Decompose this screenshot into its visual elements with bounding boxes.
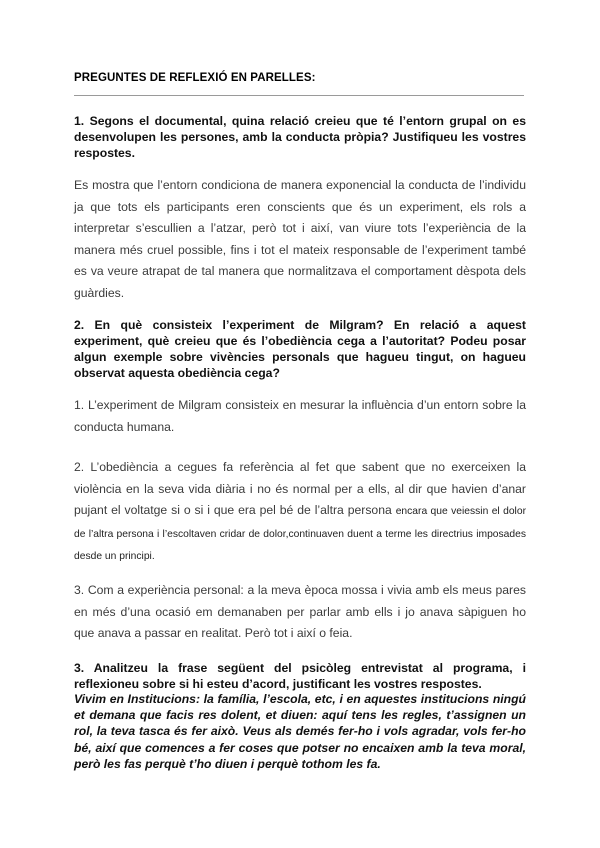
question-2: 2. En què consisteix l’experiment de Milgram? En relació a aquest experiment, què creieu que és l’obediència cega a l’autoritat? Podeu posar algun exemple sobre vivències personals que hagueu tingut, on hagueu observat aquesta obediència cega? xyxy=(74,318,526,380)
quote-psychologist: Vivim en Institucions: la família, l’escola, etc, i en aquestes institucions ningú et demana que facis res dolent, et diuen: aquí tens les regles, t’assignen un rol, la teva tasca és fer això. Veus als demés fer-ho i vols agradar, vols fer-ho bé, així que comences a fer coses que potser no encaixen amb la teva moral, però les fas perquè t’ho diuen i perquè tothom les fa. xyxy=(74,692,526,771)
question-1: 1. Segons el documental, quina relació creieu que té l’entorn grupal on es desenvolupen les persones, amb la conducta pròpia? Justifiqueu les vostres respostes. xyxy=(74,114,526,160)
answer-2-part-2-main: 2. L’obediència a cegues fa referència al fet que sabent que no exerceixen la violència en la seva vida diària i no és normal per a ells, al dir que havien d’anar pujant el voltatge si o si i que era pel bé de l’altra persona xyxy=(74,460,526,517)
title-divider xyxy=(74,95,524,96)
question-3: 3. Analitzeu la frase següent del psicòleg entrevistat al programa, i reflexioneu sobre si hi esteu d’acord, justificant les vostres respostes. xyxy=(74,661,526,691)
answer-2-part-2-small: encara que veiessin el dolor de l’altra persona i l’escoltaven cridar de dolor,continuaven duent a terme les directrius imposades desde un principi. xyxy=(74,506,526,562)
answer-2-part-1: 1. L’experiment de Milgram consisteix en mesurar la influència d’un entorn sobre la conducta humana. xyxy=(74,398,526,434)
answer-2-part-2 xyxy=(74,457,526,568)
answer-1: Es mostra que l’entorn condiciona de manera exponencial la conducta de l’individu ja que tots els participants eren conscients que és un experiment, els rols a interpretar s’escullien a l’atzar, però tot i així, van viure tots l’experiència de la manera més cruel possible, fins i tot el mateix responsable de l’experiment també es va veure atrapat de tal manera que normalitzava el comportament dèspota dels guàrdies. xyxy=(74,178,526,300)
answer-2-part-3: 3. Com a experiència personal: a la meva època mossa i vivia amb els meus pares en més d’una ocasió em demanaben per parlar amb ells i jo anava sàpiguen ho que anava a passar en realitat. Però tot i així o feia. xyxy=(74,583,526,640)
page-title: PREGUNTES DE REFLEXIÓ EN PARELLES: xyxy=(74,72,316,84)
